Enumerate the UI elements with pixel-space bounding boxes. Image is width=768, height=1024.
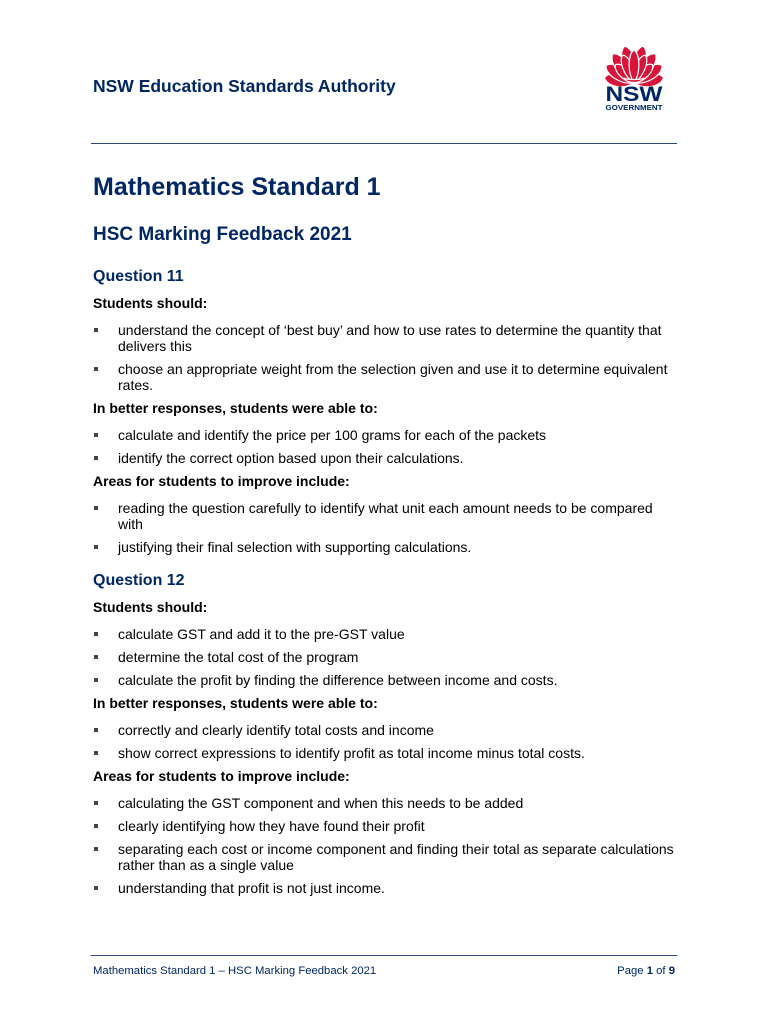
footer-rule (91, 955, 677, 956)
group-label: In better responses, students were able to: (93, 400, 378, 416)
list-item: understand the concept of ‘best buy’ and how to use rates to determine the quantity that delivers this (93, 322, 676, 354)
document-subtitle: HSC Marking Feedback 2021 (93, 224, 352, 245)
document-title: Mathematics Standard 1 (93, 173, 381, 201)
page-indicator (617, 964, 675, 978)
group-label: Students should: (93, 599, 208, 615)
list-item: clearly identifying how they have found their profit (93, 818, 676, 834)
list-item: show correct expressions to identify profit as total income minus total costs. (93, 745, 676, 761)
list-item: calculate the profit by finding the difference between income and costs. (93, 672, 676, 688)
bullet-list (93, 427, 677, 466)
feedback-group (93, 695, 677, 761)
feedback-group (93, 768, 677, 896)
organisation-name: NSW Education Standards Authority (93, 76, 396, 96)
bullet-list (93, 795, 677, 896)
page-separator: of (656, 965, 666, 977)
page-label: Page (617, 965, 644, 977)
page-total: 9 (668, 965, 675, 977)
logo-wordmark: NSW (605, 83, 663, 106)
group-label: In better responses, students were able to: (93, 695, 378, 711)
list-item: correctly and clearly identify total costs and income (93, 722, 676, 738)
list-item: choose an appropriate weight from the selection given and use it to determine equivalent rates. (93, 361, 676, 393)
list-item: calculate and identify the price per 100 grams for each of the packets (93, 427, 676, 443)
bullet-list (93, 722, 677, 761)
group-label: Areas for students to improve include: (93, 473, 350, 489)
header-rule (91, 143, 677, 144)
question-section (93, 571, 677, 896)
nsw-government-logo (597, 42, 671, 114)
bullet-list (93, 626, 677, 688)
document-body (93, 172, 677, 896)
group-label: Areas for students to improve include: (93, 768, 350, 784)
feedback-group (93, 400, 677, 466)
footer-document-name: Mathematics Standard 1 – HSC Marking Feedback 2021 (93, 965, 377, 977)
feedback-group (93, 473, 677, 555)
feedback-group (93, 599, 677, 688)
list-item: separating each cost or income component and finding their total as separate calculations rather than as a single value (93, 841, 676, 873)
list-item: calculating the GST component and when this needs to be added (93, 795, 676, 811)
list-item: identify the correct option based upon their calculations. (93, 450, 676, 466)
feedback-group (93, 295, 677, 393)
bullet-list (93, 500, 677, 555)
list-item: determine the total cost of the program (93, 649, 676, 665)
question-section (93, 267, 677, 555)
list-item: calculate GST and add it to the pre-GST value (93, 626, 676, 642)
group-label: Students should: (93, 295, 208, 311)
page-current: 1 (646, 965, 653, 977)
list-item: reading the question carefully to identify what unit each amount needs to be compared with (93, 500, 676, 532)
question-heading: Question 12 (93, 572, 185, 589)
list-item: justifying their final selection with supporting calculations. (93, 539, 676, 555)
bullet-list (93, 322, 677, 393)
list-item: understanding that profit is not just income. (93, 880, 676, 896)
logo-subtext: GOVERNMENT (605, 105, 664, 112)
question-heading: Question 11 (93, 268, 184, 285)
